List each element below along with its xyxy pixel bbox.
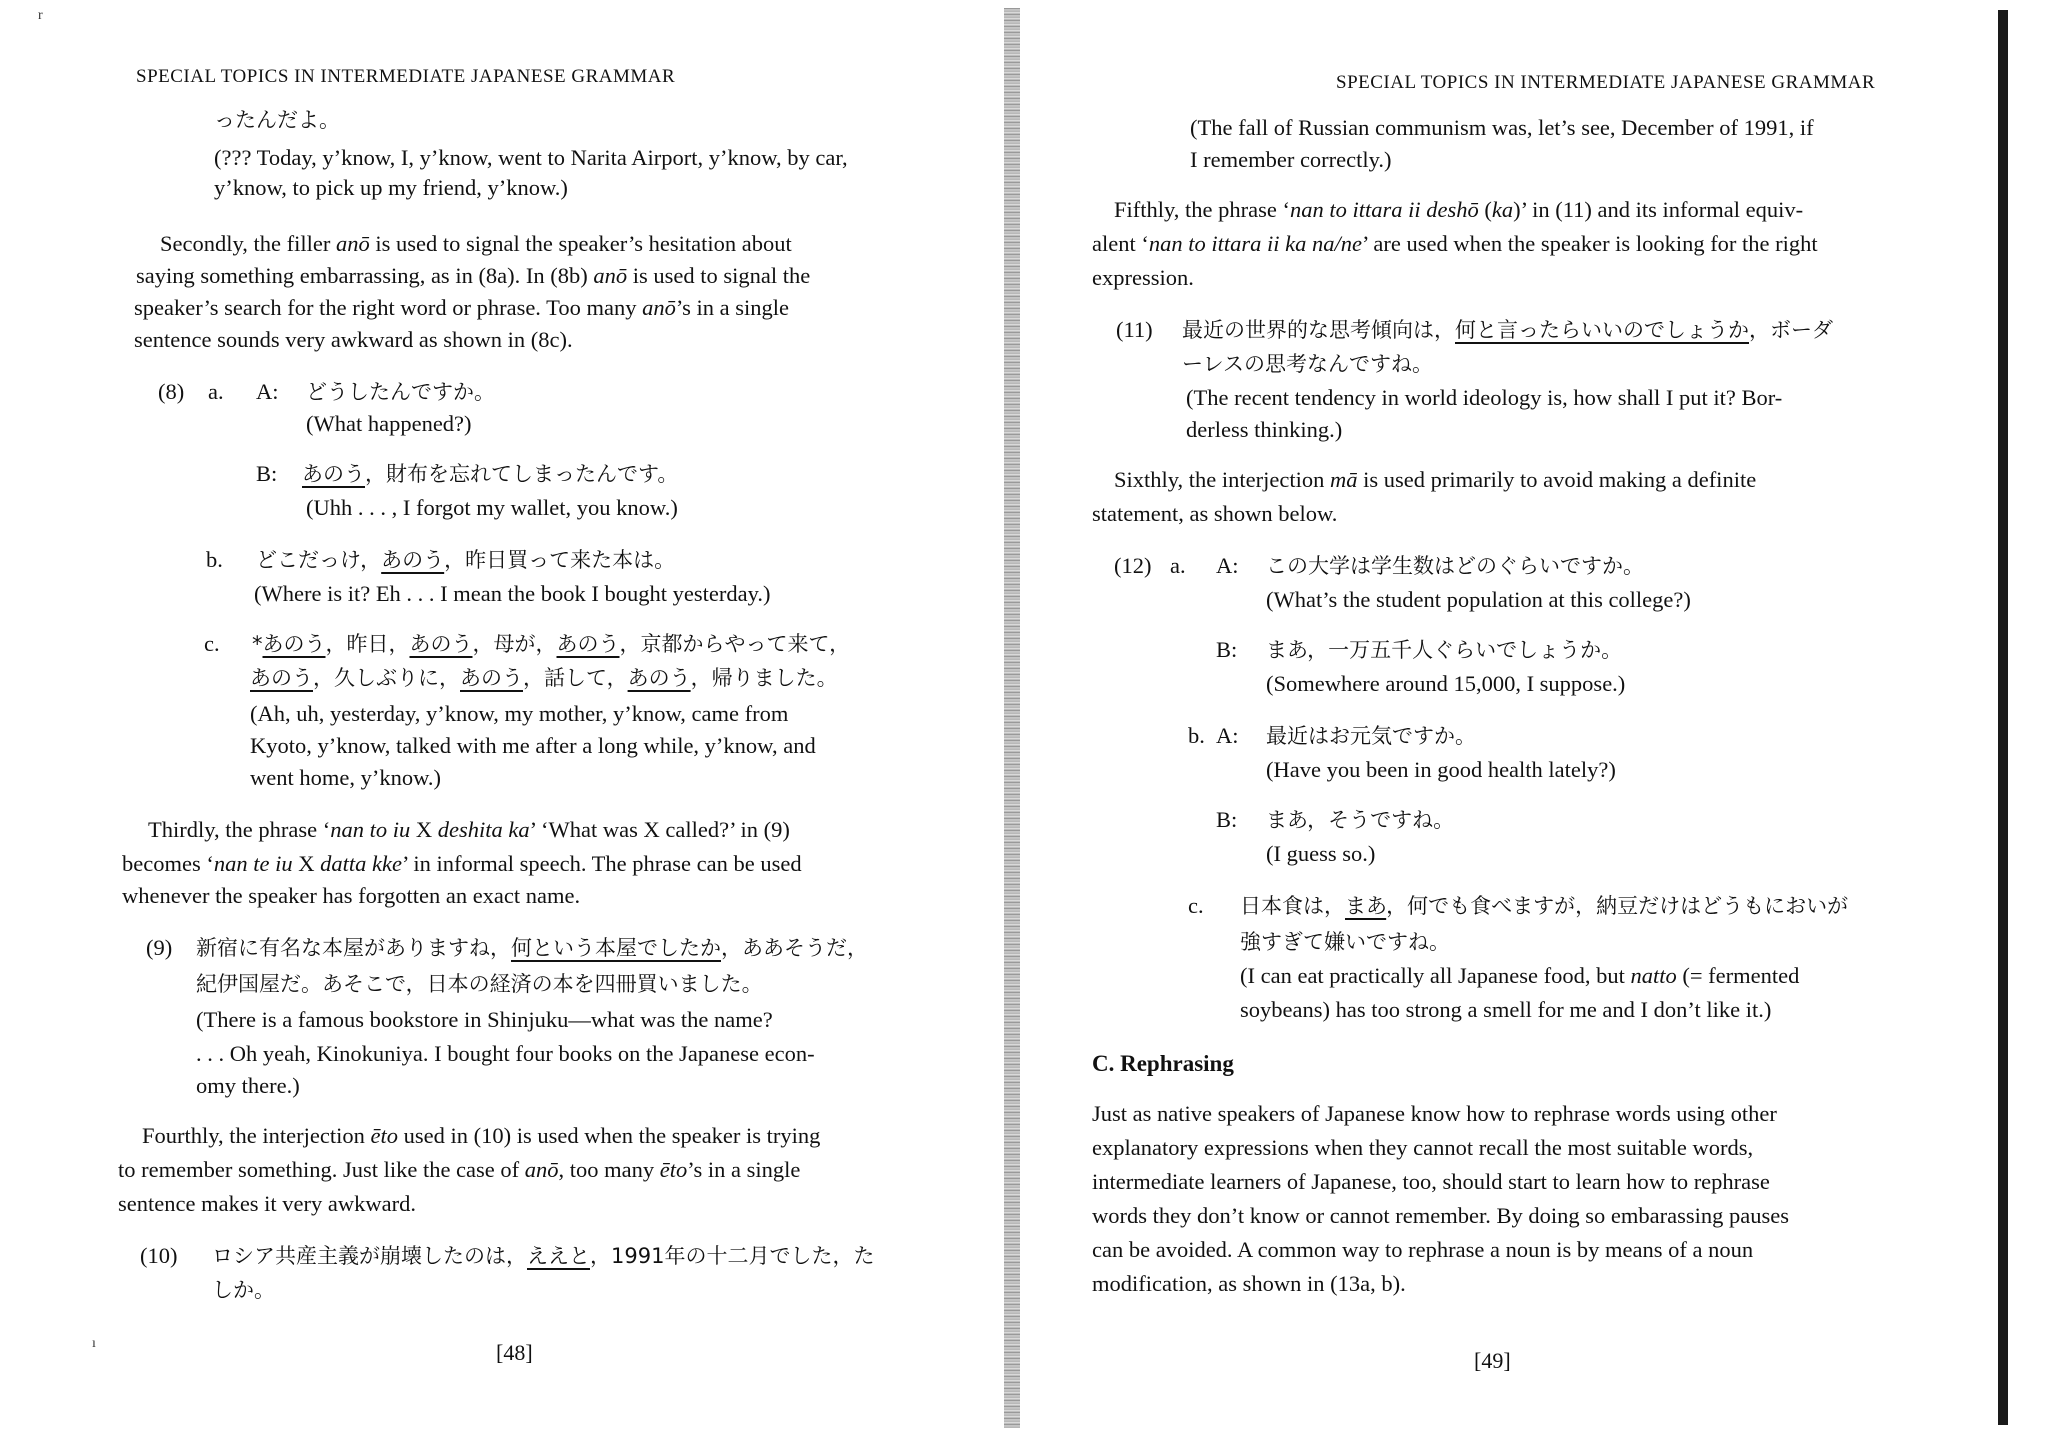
japanese-line: ーレスの思考なんですね。 (1182, 352, 1433, 376)
translation-line: (There is a famous bookstore in Shinjuku—what was the name? (196, 1007, 773, 1032)
paragraph-line: modification, as shown in (13a, b). (1092, 1271, 1406, 1296)
translation-line: derless thinking.) (1186, 417, 1343, 442)
translation-line: (I can eat practically all Japanese food, but natto (= fermented (1240, 963, 1800, 988)
text-line: I remember correctly.) (1190, 147, 1392, 172)
japanese-line: この大学は学生数はどのぐらいですか。 (1266, 554, 1644, 578)
paragraph-line: words they don’t know or cannot remember. By doing so embarassing pauses (1092, 1203, 1789, 1228)
paragraph-line: intermediate learners of Japanese, too, should start to learn how to rephrase (1092, 1169, 1770, 1194)
japanese-line: 紀伊国屋だ。あそこで，日本の経済の本を四冊買いました。 (196, 972, 763, 996)
japanese-line: まあ，そうですね。 (1266, 808, 1455, 832)
scan-mark: r (38, 8, 43, 23)
paragraph-line: Thirdly, the phrase ‘nan to iu X deshita ka’ ‘What was X called?’ in (9) (148, 817, 790, 842)
scan-mark: ı (92, 1336, 96, 1351)
translation-line: (Uhh . . . , I forgot my wallet, you know.) (306, 495, 678, 520)
section-heading: C. Rephrasing (1092, 1051, 1234, 1076)
paragraph-line: sentence sounds very awkward as shown in (8c). (134, 327, 573, 352)
paragraph-line: Secondly, the filler anō is used to signal the speaker’s hesitation about (160, 231, 792, 256)
japanese-line: どこだっけ，あのう，昨日買って来た本は。 (256, 548, 676, 572)
speaker-label: B: (1216, 807, 1238, 832)
text-line: y’know, to pick up my friend, y’know.) (214, 175, 568, 200)
left-page (0, 0, 1000, 1434)
translation-line: went home, y’know.) (250, 765, 441, 790)
japanese-line: 強すぎて嫌いですね。 (1240, 930, 1450, 954)
japanese-line: ロシア共産主義が崩壊したのは，ええと，1991年の十二月でした，た (212, 1244, 875, 1268)
japanese-line: どうしたんですか。 (306, 380, 495, 404)
paragraph-line: whenever the speaker has forgotten an exact name. (122, 883, 581, 908)
paragraph-line: becomes ‘nan te iu X datta kke’ in informal speech. The phrase can be used (122, 851, 802, 876)
japanese-line: まあ，一万五千人ぐらいでしょうか。 (1266, 638, 1623, 662)
japanese-line: 新宿に有名な本屋がありますね，何という本屋でしたか，ああそうだ， (196, 936, 868, 960)
paragraph-line: sentence makes it very awkward. (118, 1191, 417, 1216)
translation-line: Kyoto, y’know, talked with me after a long while, y’know, and (250, 733, 816, 758)
japanese-line: あのう，財布を忘れてしまったんです。 (302, 462, 679, 486)
example-label: a. (208, 379, 224, 404)
page-number: [49] (1474, 1348, 1511, 1373)
speaker-label: B: (256, 461, 278, 486)
speaker-label: A: (256, 379, 279, 404)
text-line: (The fall of Russian communism was, let’s see, December of 1991, if (1190, 115, 1814, 140)
translation-line: (Have you been in good health lately?) (1266, 757, 1616, 782)
japanese-line: 最近はお元気ですか。 (1266, 724, 1476, 748)
japanese-line: 最近の世界的な思考傾向は，何と言ったらいいのでしょうか，ボーダ (1182, 318, 1833, 342)
translation-line: . . . Oh yeah, Kinokuniya. I bought four books on the Japanese econ- (196, 1041, 815, 1066)
example-number: (9) (146, 935, 173, 960)
running-header: SPECIAL TOPICS IN INTERMEDIATE JAPANESE GRAMMAR (1336, 72, 1876, 93)
paragraph-line: speaker’s search for the right word or phrase. Too many anō’s in a single (134, 295, 789, 320)
translation-line: (Somewhere around 15,000, I suppose.) (1266, 671, 1626, 696)
translation-line: (Ah, uh, yesterday, y’know, my mother, y’know, came from (250, 701, 789, 726)
paragraph-line: explanatory expressions when they cannot recall the most suitable words, (1092, 1135, 1754, 1160)
speaker-label: A: (1216, 723, 1239, 748)
translation-line: (What happened?) (306, 411, 472, 436)
running-header: SPECIAL TOPICS IN INTERMEDIATE JAPANESE GRAMMAR (136, 66, 676, 87)
paragraph-line: saying something embarrassing, as in (8a). In (8b) anō is used to signal the (136, 263, 811, 288)
paragraph-line: expression. (1092, 265, 1194, 290)
example-number: (12) (1114, 553, 1152, 578)
japanese-line: しか。 (212, 1278, 275, 1302)
example-label: c. (1188, 893, 1204, 918)
translation-line: soybeans) has too strong a smell for me and I don’t like it.) (1240, 997, 1772, 1022)
translation-line: (What’s the student population at this college?) (1266, 587, 1691, 612)
paragraph-line: Sixthly, the interjection mā is used primarily to avoid making a definite (1114, 467, 1757, 492)
speaker-label: A: (1216, 553, 1239, 578)
paragraph-line: to remember something. Just like the case of anō, too many ēto’s in a single (118, 1157, 801, 1182)
translation-line: (The recent tendency in world ideology is, how shall I put it? Bor- (1186, 385, 1783, 410)
paragraph-line: alent ‘nan to ittara ii ka na/ne’ are used when the speaker is looking for the right (1092, 231, 1818, 256)
japanese-line: あのう，久しぶりに，あのう，話して，あのう，帰りました。 (250, 666, 838, 690)
paragraph-line: Fifthly, the phrase ‘nan to ittara ii deshō (ka)’ in (11) and its informal equiv- (1114, 197, 1804, 222)
translation-line: (Where is it? Eh . . . I mean the book I bought yesterday.) (254, 581, 771, 606)
paragraph-line: Just as native speakers of Japanese know how to rephrase words using other (1092, 1101, 1777, 1126)
example-label: a. (1170, 553, 1186, 578)
example-number: (10) (140, 1243, 178, 1268)
right-page (1010, 0, 2048, 1434)
example-label: b. (206, 547, 223, 572)
paragraph-line: can be avoided. A common way to rephrase a noun is by means of a noun (1092, 1237, 1754, 1262)
japanese-line: *あのう，昨日，あのう，母が，あのう，京都からやって来て， (252, 632, 851, 656)
example-label: b. (1188, 723, 1205, 748)
translation-line: (I guess so.) (1266, 841, 1376, 866)
text-line: ったんだよ。 (214, 108, 340, 132)
translation-line: omy there.) (196, 1073, 300, 1098)
scan-edge (1998, 10, 2008, 1425)
paragraph-line: statement, as shown below. (1092, 501, 1338, 526)
japanese-line: 日本食は，まあ，何でも食べますが，納豆だけはどうもにおいが (1240, 894, 1849, 918)
example-label: c. (204, 631, 220, 656)
example-number: (11) (1116, 317, 1153, 342)
paragraph-line: Fourthly, the interjection ēto used in (10) is used when the speaker is trying (142, 1123, 821, 1148)
example-number: (8) (158, 379, 185, 404)
page-number: [48] (496, 1340, 533, 1365)
speaker-label: B: (1216, 637, 1238, 662)
text-line: (??? Today, y’know, I, y’know, went to Narita Airport, y’know, by car, (214, 145, 848, 170)
